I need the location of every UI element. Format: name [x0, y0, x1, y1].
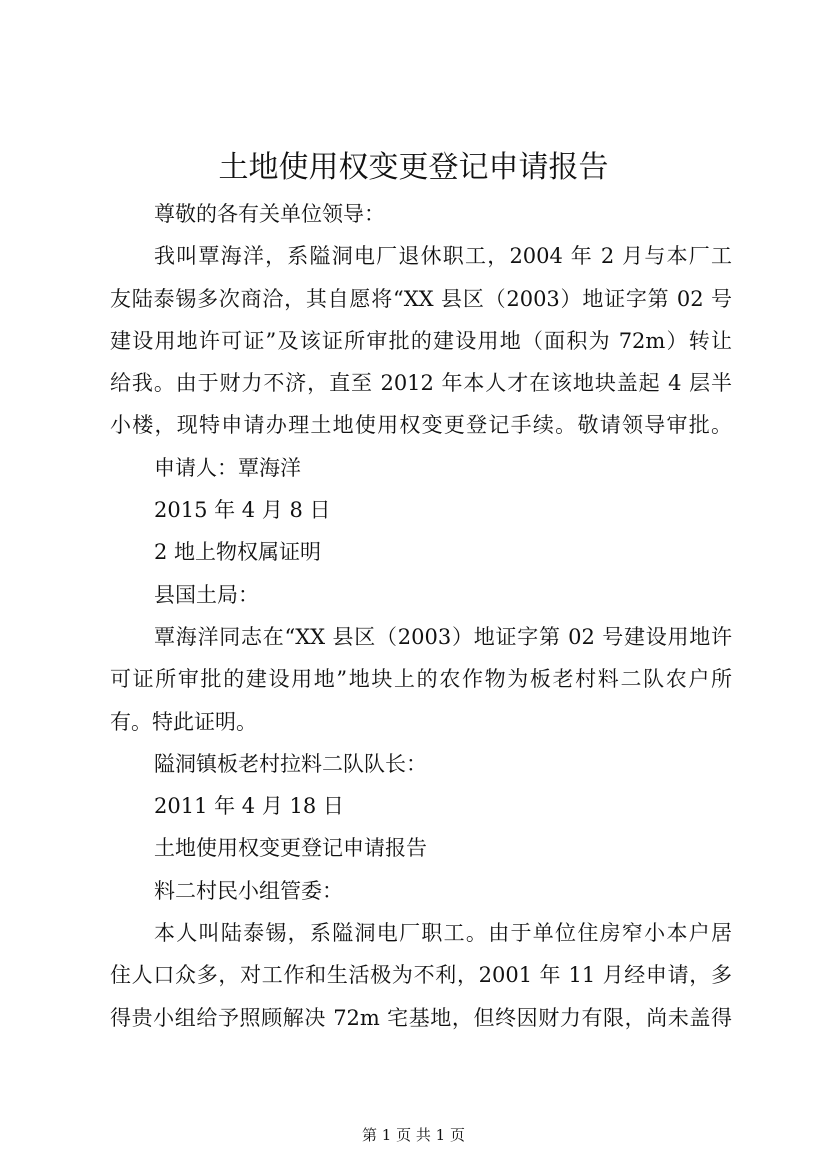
body-line: 申请人：覃海洋	[154, 455, 301, 480]
body-line: 建设用地许可证”及该证所审批的建设用地（面积为 72m）转让	[110, 328, 732, 353]
body-line: 县国土局：	[154, 582, 259, 607]
body-line: 住人口众多，对工作和生活极为不利，2001 年 11 月经申请，多	[110, 963, 732, 988]
body-line: 可证所审批的建设用地”地块上的农作物为板老村料二队农户所	[110, 667, 732, 692]
body-line: 隘洞镇板老村拉料二队队长：	[154, 751, 427, 776]
body-line: 2015 年 4 月 8 日	[154, 498, 331, 523]
body-line: 2011 年 4 月 18 日	[154, 794, 344, 819]
body-line: 有。特此证明。	[110, 709, 257, 734]
document-title: 土地使用权变更登记申请报告	[218, 150, 609, 185]
body-line: 本人叫陆泰锡，系隘洞电厂职工。由于单位住房窄小本户居	[154, 921, 732, 946]
document-body	[110, 193, 732, 1039]
body-line: 友陆泰锡多次商洽，其自愿将“XX 县区（2003）地证字第 02 号	[110, 286, 732, 311]
body-line: 给我。由于财力不济，直至 2012 年本人才在该地块盖起 4 层半	[110, 371, 732, 396]
body-line: 得贵小组给予照顾解决 72m 宅基地，但终因财力有限，尚未盖得	[110, 1005, 732, 1030]
body-line: 2 地上物权属证明	[154, 540, 322, 565]
page-footer: 第 1 页 共 1 页	[362, 1126, 465, 1144]
body-line: 料二村民小组管委：	[154, 878, 343, 903]
body-line: 覃海洋同志在“XX 县区（2003）地证字第 02 号建设用地许	[154, 624, 732, 649]
body-line: 我叫覃海洋，系隘洞电厂退休职工，2004 年 2 月与本厂工	[154, 244, 732, 269]
body-line: 尊敬的各有关单位领导：	[154, 202, 385, 226]
body-line: 土地使用权变更登记申请报告	[154, 836, 427, 861]
body-line: 小楼，现特申请办理土地使用权变更登记手续。敬请领导审批。	[110, 413, 732, 438]
